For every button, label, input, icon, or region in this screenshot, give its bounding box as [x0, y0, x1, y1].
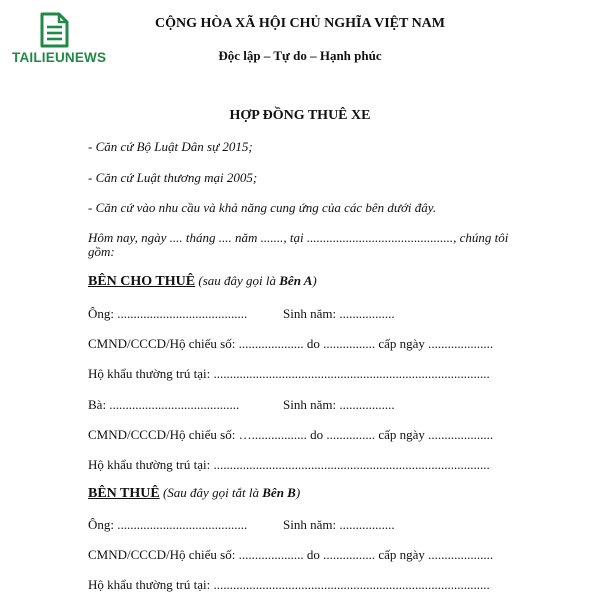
intro-line-1: Hôm nay, ngày .... tháng .... năm ......., tại ............................................., chúng tôi — [88, 230, 509, 245]
party-a-address-2: Hộ khẩu thường trú tại: ..................................................................................... — [88, 457, 490, 472]
intro-line-2: gồm: — [88, 244, 115, 259]
party-b-ong: Ông: ........................................ — [88, 517, 248, 532]
document-title: HỢP ĐỒNG THUÊ XE — [229, 108, 371, 123]
party-a-ong-birth: Sinh năm: ................. — [283, 306, 395, 321]
basis-commercial-law: - Căn cứ Luật thương mại 2005; — [88, 170, 258, 185]
party-a-heading-line — [88, 273, 317, 290]
party-a-id-line: CMND/CCCD/Hộ chiếu số: .................... do ................ cấp ngày .................... — [88, 336, 494, 351]
party-b-id-line: CMND/CCCD/Hộ chiếu số: .................... do ................ cấp ngày .................... — [88, 547, 494, 562]
header-country: CỘNG HÒA XÃ HỘI CHỦ NGHĨA VIỆT NAM — [154, 16, 445, 31]
party-b-note: (Sau đây gọi tắt là Bên B) — [159, 485, 301, 500]
party-a-ong: Ông: ........................................ — [88, 306, 248, 321]
party-a-ba-birth: Sinh năm: ................. — [283, 397, 395, 412]
party-a-note: (sau đây gọi là Bên A) — [195, 273, 317, 288]
party-b-address: Hộ khẩu thường trú tại: ..................................................................................... — [88, 577, 490, 592]
party-b-heading-line — [88, 485, 300, 502]
party-a-address: Hộ khẩu thường trú tại: ..................................................................................... — [88, 366, 490, 381]
logo-brand: TAILIEUNEWS — [12, 50, 107, 65]
header-motto: Độc lập – Tự do – Hạnh phúc — [218, 48, 382, 63]
party-b-heading: BÊN THUÊ — [88, 486, 160, 501]
party-a-ba: Bà: ........................................ — [88, 397, 240, 412]
basis-needs: - Căn cứ vào nhu cầu và khả năng cung ứng của các bên dưới đây. — [88, 200, 437, 215]
party-a-id-line-2: CMND/CCCD/Hộ chiếu số: …................. do ............... cấp ngày .................... — [88, 427, 494, 442]
party-a-heading: BÊN CHO THUÊ — [88, 274, 196, 289]
party-b-ong-birth: Sinh năm: ................. — [283, 517, 395, 532]
basis-civil-code: - Căn cứ Bộ Luật Dân sự 2015; — [88, 139, 253, 154]
